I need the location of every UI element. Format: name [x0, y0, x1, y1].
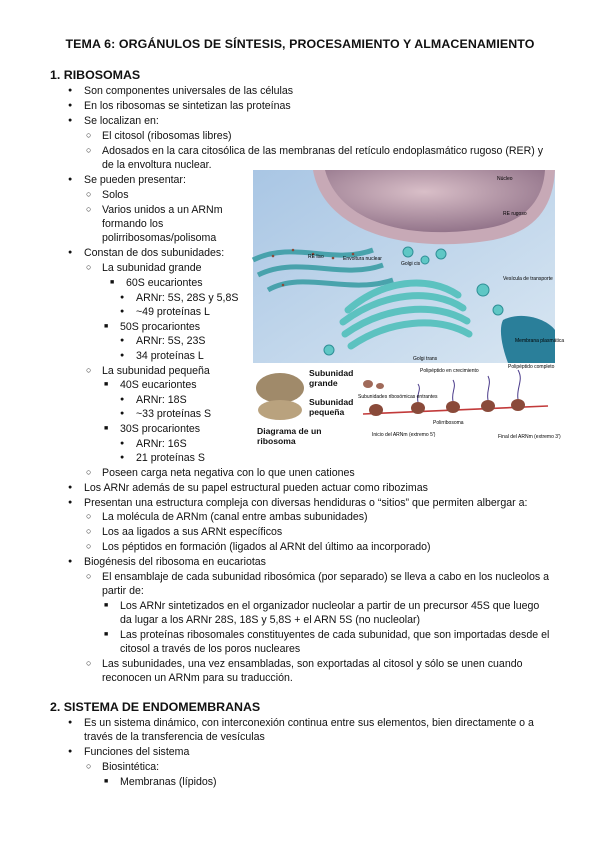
- list-item: ■ 30S procariontes: [120, 422, 200, 436]
- label-polipeptido-crec: Polipéptido en crecimiento: [420, 368, 479, 374]
- list-item: ● Es un sistema dinámico, con interconexión continua entre sus elementos, bien directamente o a: [84, 716, 534, 730]
- section-heading-ribosomas: 1. RIBOSOMAS: [50, 68, 141, 82]
- list-item-cont: través de la transferencia de vesículas: [84, 731, 265, 743]
- list-item: ○ Adosados en la cara citosólica de las membranas del retículo endoplasmático rugoso (RER) y: [102, 144, 543, 158]
- list-item: ● Funciones del sistema: [84, 745, 189, 759]
- list-item-cont: da lugar a los ARNr 28S, 18S y 5,8S + el ARN 5S (no nucleolar): [120, 614, 421, 626]
- label-diagrama: Diagrama de un ribosoma: [257, 426, 322, 446]
- label-rel: RE liso: [308, 254, 324, 260]
- label-envoltura: Envoltura nuclear: [343, 256, 382, 262]
- list-item: ○ La molécula de ARNm (canal entre ambas subunidades): [102, 510, 368, 524]
- list-item: ● ~49 proteínas L: [136, 305, 210, 319]
- list-item: ● ARNr: 18S: [136, 393, 187, 407]
- label-inicio: Inicio del ARNm (extremo 5'): [372, 432, 436, 438]
- list-item-cont: citosol a través de los poros nucleares: [120, 643, 301, 655]
- label-final: Final del ARNm (extremo 3'): [498, 434, 561, 440]
- list-item: ○ Varios unidos a un ARNm: [102, 203, 223, 217]
- polyribosome-illustration: [358, 362, 561, 454]
- list-item: ● ARNr: 16S: [136, 437, 187, 451]
- list-item: ● Presentan una estructura compleja con diversas hendiduras o “sitios” que permiten albergar a:: [84, 496, 527, 510]
- list-item: ■ 40S eucariontes: [120, 378, 197, 392]
- label-sub-grande: Subunidad grande: [309, 368, 354, 388]
- label-polirribosoma: Polirribosoma: [433, 420, 464, 426]
- list-item-cont: reconocen un ARNm para su traducción.: [102, 672, 293, 684]
- list-item: ● 21 proteínas S: [136, 451, 205, 465]
- list-item: ○ La subunidad grande: [102, 261, 202, 275]
- label-subunidades-entrantes: Subunidades ribosómicas entrantes: [358, 394, 438, 400]
- list-item: ● Constan de dos subunidades:: [84, 246, 224, 260]
- ribosome-figure: [253, 362, 561, 454]
- list-item: ○ El citosol (ribosomas libres): [102, 129, 232, 143]
- list-item-cont: polirribosomas/polisoma: [102, 232, 217, 244]
- list-item-cont: de la envoltura nuclear.: [102, 159, 212, 171]
- list-item: ● Se pueden presentar:: [84, 173, 186, 187]
- list-item: ○ Las subunidades, una vez ensambladas, son exportadas al citosol y sólo se unen cuando: [102, 657, 523, 671]
- list-item: ● Biogénesis del ribosoma en eucariotas: [84, 555, 266, 569]
- list-item: ● Los ARNr además de su papel estructural pueden actuar como ribozimas: [84, 481, 428, 495]
- list-item: ■ 60S eucariontes: [126, 276, 203, 290]
- label-rer: RE rugoso: [503, 211, 527, 217]
- list-item: ○ Biosintética:: [102, 760, 159, 774]
- list-item: ● Son componentes universales de las células: [84, 84, 293, 98]
- list-item: ● Se localizan en:: [84, 114, 159, 128]
- list-item: ○ Solos: [102, 188, 129, 202]
- list-item: ■ Los ARNr sintetizados en el organizador nucleolar a partir de un precursor 45S que luego: [120, 599, 539, 613]
- label-golgi-trans: Golgi trans: [413, 356, 438, 362]
- list-item: ■ Las proteínas ribosomales constituyentes de cada subunidad, que son importadas desde el: [120, 628, 549, 642]
- list-item: ○ Poseen carga neta negativa con lo que unen cationes: [102, 466, 355, 480]
- list-item: ○ Los aa ligados a sus ARNt específicos: [102, 525, 282, 539]
- list-item: ○ Los péptidos en formación (ligados al ARNt del último aa incorporado): [102, 540, 431, 554]
- list-item-cont: partir de:: [102, 585, 144, 597]
- list-item: ● ARNr: 5S, 23S: [136, 334, 205, 348]
- list-item: ■ Membranas (lípidos): [120, 775, 217, 789]
- label-nucleo: Núcleo: [497, 176, 513, 182]
- list-item: ■ 50S procariontes: [120, 320, 200, 334]
- list-item: ● ~33 proteínas S: [136, 407, 211, 421]
- label-membrana: Membrana plasmática: [515, 338, 565, 344]
- list-item: ● En los ribosomas se sintetizan las proteínas: [84, 99, 291, 113]
- endomembrane-illustration: [253, 170, 565, 363]
- ribosome-diagram: [253, 372, 308, 422]
- large-subunit-shape: [256, 373, 304, 403]
- list-item-cont: formando los: [102, 218, 164, 230]
- label-polipeptido-comp: Polipéptido completo: [508, 364, 555, 370]
- page-title: TEMA 6: ORGÁNULOS DE SÍNTESIS, PROCESAMIENTO Y ALMACENAMIENTO: [65, 37, 535, 51]
- list-item: ○ La subunidad pequeña: [102, 364, 210, 378]
- list-item: ○ El ensamblaje de cada subunidad ribosómica (por separado) se lleva a cabo en los nucleolos a: [102, 570, 549, 584]
- section-heading-endomembranas: 2. SISTEMA DE ENDOMEMBRANAS: [50, 700, 261, 714]
- list-item: ● 34 proteínas L: [136, 349, 204, 363]
- label-vesicula: Vesícula de transporte: [503, 276, 553, 282]
- incoming-subunits: [363, 380, 384, 389]
- label-sub-pequena: Subunidad pequeña: [309, 397, 354, 417]
- small-subunit-shape: [258, 400, 302, 420]
- list-item: ● ARNr: 5S, 28S y 5,8S: [136, 291, 238, 305]
- label-golgi-cis: Golgi cis: [401, 261, 421, 267]
- endomembrane-figure: [253, 170, 565, 363]
